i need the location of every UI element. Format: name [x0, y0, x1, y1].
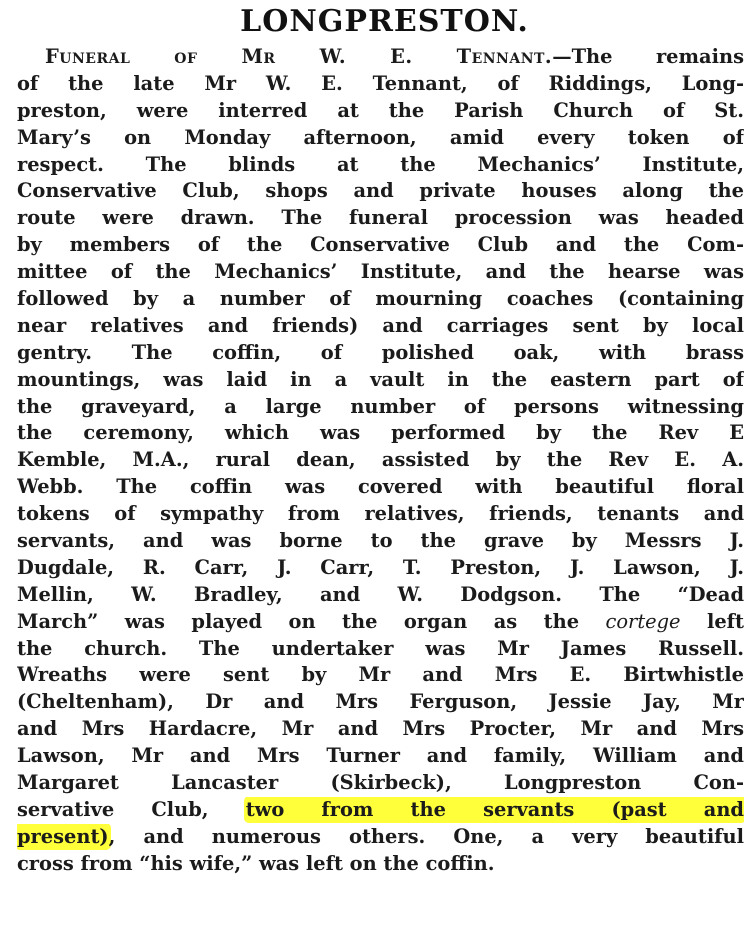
- article-line: the church. The undertaker was Mr James Russell.: [17, 636, 744, 660]
- headline: LONGPRESTON.: [240, 4, 529, 39]
- article-line: near relatives and friends) and carriages sent by local: [17, 313, 744, 337]
- article-line: by members of the Conservative Club and the Com-: [17, 233, 744, 257]
- article-line: of the late Mr W. E. Tennant, of Riddings, Long-: [17, 71, 744, 95]
- article-line: and Mrs Hardacre, Mr and Mrs Procter, Mr and Mrs: [17, 717, 744, 741]
- article-line: Webb. The coffin was covered with beautiful floral: [17, 475, 744, 499]
- article-line: mountings, was laid in a vault in the eastern part of: [17, 367, 744, 391]
- article-text: March” was played on the organ as the: [17, 609, 580, 633]
- article-line: Wreaths were sent by Mr and Mrs E. Birtwhistle: [17, 663, 744, 687]
- article-line: mittee of the Mechanics’ Institute, and the hearse was: [17, 260, 744, 284]
- article-text: —The remains: [552, 45, 744, 68]
- article-line: (Cheltenham), Dr and Mrs Ferguson, Jessie Jay, Mr: [17, 690, 744, 714]
- article-line: [17, 824, 744, 851]
- article-line: Mary’s on Monday afternoon, amid every token of: [17, 125, 744, 149]
- article-line: tokens of sympathy from relatives, friends, tenants and: [17, 502, 744, 526]
- article-line: preston, were interred at the Parish Church of St.: [17, 98, 744, 122]
- article-line: Margaret Lancaster (Skirbeck), Longpreston Con-: [17, 771, 744, 795]
- run-in-heading: Funeral of Mr W. E. Tennant.: [45, 45, 553, 68]
- highlighted-text: two from the servants (past and: [245, 797, 744, 821]
- article-line: Kemble, M.A., rural dean, assisted by the Rev E. A.: [17, 448, 744, 472]
- article-line: [17, 609, 744, 636]
- article-line: the graveyard, a large number of persons witnessing: [17, 394, 744, 418]
- article-line: servants, and was borne to the grave by Messrs J.: [17, 529, 744, 553]
- article-text: , and numerous others. One, a very beautiful: [108, 824, 744, 848]
- article-line: the ceremony, which was performed by the Rev E: [17, 421, 744, 445]
- article-line: [17, 797, 744, 824]
- article-body: [17, 44, 744, 878]
- article-line: cross from “his wife,” was left on the coffin.: [17, 851, 495, 875]
- article-line: route were drawn. The funeral procession was headed: [17, 206, 744, 230]
- highlighted-text: present): [17, 824, 109, 848]
- article-line: respect. The blinds at the Mechanics’ Institute,: [17, 152, 744, 176]
- article-line: Lawson, Mr and Mrs Turner and family, William and: [17, 744, 744, 768]
- article-line: followed by a number of mourning coaches (containing: [17, 287, 744, 311]
- article-line: Conservative Club, shops and private houses along the: [17, 179, 744, 203]
- article-text: left: [706, 609, 744, 633]
- italic-word: cortege: [605, 609, 681, 633]
- article-text: servative Club,: [17, 797, 209, 821]
- article-line: Mellin, W. Bradley, and W. Dodgson. The “Dead: [17, 582, 744, 606]
- article-line: Dugdale, R. Carr, J. Carr, T. Preston, J. Lawson, J.: [17, 555, 744, 579]
- article-line: gentry. The coffin, of polished oak, with brass: [17, 340, 744, 364]
- article-line: [17, 44, 744, 71]
